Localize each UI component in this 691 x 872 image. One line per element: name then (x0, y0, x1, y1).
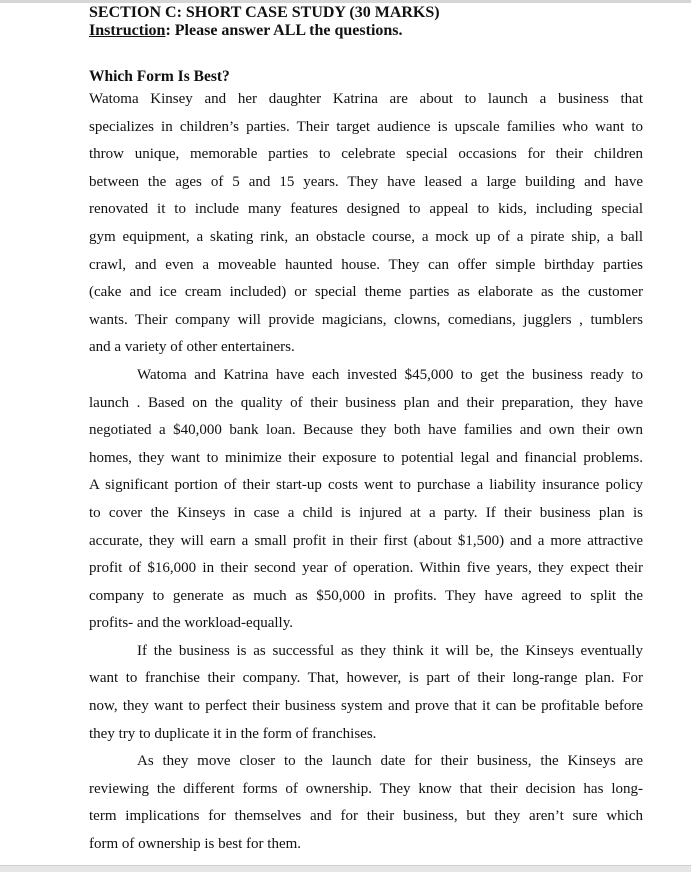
paragraph-line: between the ages of 5 and 15 years. They have leased a large building and have (89, 173, 643, 190)
paragraph-line: gym equipment, a skating rink, an obstacle course, a mock up of a pirate ship, a ball (89, 228, 643, 245)
paragraph-line: profits- and the workload-equally. (89, 615, 293, 632)
paragraph-line: Watoma and Katrina have each invested $45,000 to get the business ready to (137, 366, 643, 383)
paragraph-line: want to franchise their company. That, however, is part of their long-range plan. For (89, 670, 643, 687)
paragraph-line: reviewing the different forms of ownership. They know that their decision has long- (89, 780, 643, 797)
paragraph-line: A significant portion of their start-up costs went to purchase a liability insurance policy (89, 477, 643, 494)
paragraph-line: Watoma Kinsey and her daughter Katrina are about to launch a business that (89, 91, 643, 107)
paragraph-line: launch . Based on the quality of their business plan and their preparation, they have (89, 394, 643, 411)
instruction-line (89, 22, 643, 40)
paragraph-line: wants. Their company will provide magicians, clowns, comedians, jugglers , tumblers (89, 311, 643, 328)
instruction-text: : Please answer ALL the questions. (165, 22, 403, 39)
paragraph-line: to cover the Kinseys in case a child is injured at a party. If their business plan is (89, 504, 643, 521)
paragraph-line: they try to duplicate it in the form of franchises. (89, 725, 377, 742)
paragraph-line: form of ownership is best for them. (89, 836, 302, 853)
case-heading: Which Form Is Best? (89, 68, 230, 85)
paragraph-line: throw unique, memorable parties to celebrate special occasions for their children (89, 146, 643, 163)
paragraph-line: (cake and ice cream included) or special theme parties as elaborate as the customer (89, 284, 643, 301)
paragraph-line: term implications for themselves and for their business, but they aren’t sure which (89, 808, 643, 825)
section-title: SECTION C: SHORT CASE STUDY (30 MARKS) (89, 4, 440, 21)
paragraph-line: If the business is as successful as they think it will be, the Kinseys eventually (137, 642, 643, 659)
paragraph-line: accurate, they will earn a small profit in their first (about $1,500) and a more attractive (89, 532, 643, 549)
paragraph (89, 362, 643, 638)
paragraph-line: profit of $16,000 in their second year of operation. Within five years, they expect their (89, 560, 643, 577)
paragraph-line: specializes in children’s parties. Their target audience is upscale families who want to (89, 118, 643, 135)
paragraph-line: now, they want to perfect their business system and prove that it can be profitable before (89, 698, 643, 715)
paragraph-line: crawl, and even a moveable haunted house. They can offer simple birthday parties (89, 256, 643, 273)
paragraph (89, 86, 643, 362)
paragraph (89, 638, 643, 748)
paragraph-line: company to generate as much as $50,000 in profits. They have agreed to split the (89, 587, 643, 604)
paragraph-line: homes, they want to minimize their exposure to potential legal and financial problems. (89, 449, 643, 466)
paragraph (89, 748, 643, 858)
paragraph-line: and a variety of other entertainers. (89, 339, 295, 356)
paragraph-line: renovated it to include many features designed to appeal to kids, including special (89, 201, 643, 218)
paragraph-line: As they move closer to the launch date for their business, the Kinseys are (137, 753, 643, 770)
document-page (89, 3, 643, 859)
paragraph-line: negotiated a $40,000 bank loan. Because they both have families and own their own (89, 422, 643, 439)
case-body (89, 86, 643, 859)
instruction-label: Instruction (89, 22, 166, 39)
